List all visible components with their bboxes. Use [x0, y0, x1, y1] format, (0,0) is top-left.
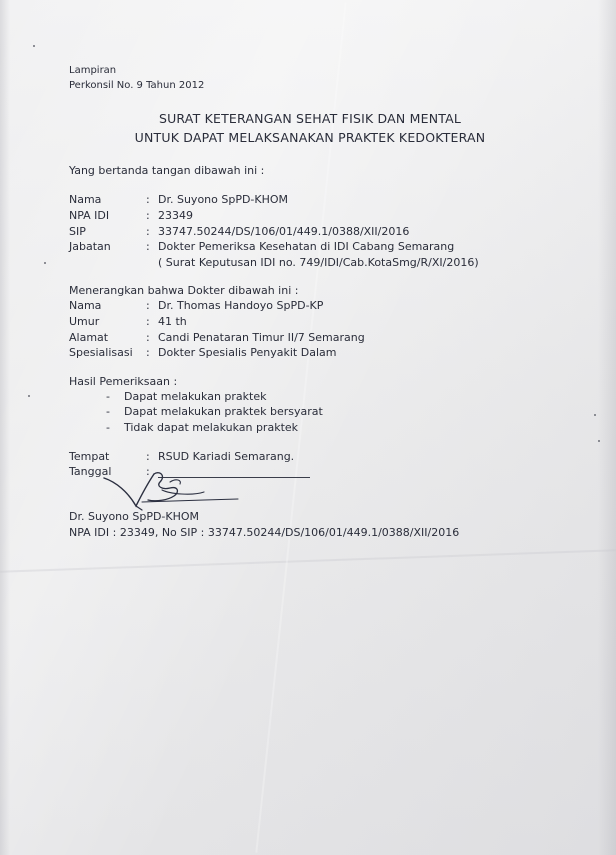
colon: :	[146, 346, 150, 359]
result-option: Dapat melakukan praktek	[124, 390, 267, 403]
signer-npa-value: 23349	[158, 209, 193, 222]
subject-address-label: Alamat	[69, 331, 109, 344]
signer-jabatan-decree: ( Surat Keputusan IDI no. 749/IDI/Cab.KotaSmg/R/XI/2016)	[158, 256, 479, 269]
paper-speck	[594, 414, 596, 416]
place-label: Tempat	[69, 450, 110, 463]
subject-age-label: Umur	[69, 315, 100, 328]
date-label: Tanggal	[69, 465, 112, 478]
result-option: Dapat melakukan praktek bersyarat	[124, 405, 323, 418]
subject-intro: Menerangkan bahwa Dokter dibawah ini :	[69, 284, 299, 297]
colon: :	[146, 450, 150, 463]
subject-age-value: 41 th	[158, 315, 187, 328]
attachment-label: Lampiran	[69, 65, 117, 76]
signer-sip-label: SIP	[69, 225, 86, 238]
paper-edge-shadow-right	[598, 0, 616, 855]
subject-specialization-label: Spesialisasi	[69, 346, 133, 359]
paper-edge-shadow-left	[0, 0, 10, 855]
result-option: Tidak dapat melakukan praktek	[124, 421, 299, 434]
colon: :	[146, 225, 150, 238]
colon: :	[146, 299, 150, 312]
list-bullet: -	[106, 421, 110, 434]
regulation-reference: Perkonsil No. 9 Tahun 2012	[69, 80, 205, 91]
paper-speck	[33, 45, 35, 47]
paper-crease	[0, 549, 616, 572]
subject-name-label: Nama	[69, 299, 102, 312]
subject-name-value: Dr. Thomas Handoyo SpPD-KP	[158, 299, 324, 312]
colon: :	[146, 465, 150, 478]
signer-name-label: Nama	[69, 193, 102, 206]
paper-speck	[598, 440, 600, 442]
signer-printed-name: Dr. Suyono SpPD-KHOM	[69, 510, 200, 523]
signer-sip-value: 33747.50244/DS/106/01/449.1/0388/XII/2016	[158, 225, 410, 238]
list-bullet: -	[106, 405, 110, 418]
intro-statement: Yang bertanda tangan dibawah ini :	[69, 164, 265, 177]
colon: :	[146, 209, 150, 222]
colon: :	[146, 193, 150, 206]
paper-speck	[44, 262, 46, 264]
subject-specialization-value: Dokter Spesialis Penyakit Dalam	[158, 346, 337, 359]
list-bullet: -	[106, 390, 110, 403]
signer-credentials: NPA IDI : 23349, No SIP : 33747.50244/DS/106/01/449.1/0388/XII/2016	[69, 526, 460, 539]
signer-jabatan-label: Jabatan	[69, 240, 111, 253]
colon: :	[146, 331, 150, 344]
signer-name-value: Dr. Suyono SpPD-KHOM	[158, 193, 289, 206]
document-title-line-2: UNTUK DAPAT MELAKSANAKAN PRAKTEK KEDOKTERAN	[134, 130, 486, 145]
signer-jabatan-value: Dokter Pemeriksa Kesehatan di IDI Cabang Semarang	[158, 240, 455, 253]
colon: :	[146, 240, 150, 253]
place-value: RSUD Kariadi Semarang.	[158, 450, 295, 463]
signer-npa-label: NPA IDI	[69, 209, 110, 222]
results-heading: Hasil Pemeriksaan :	[69, 375, 178, 388]
colon: :	[146, 315, 150, 328]
subject-address-value: Candi Penataran Timur II/7 Semarang	[158, 331, 365, 344]
document-title-line-1: SURAT KETERANGAN SEHAT FISIK DAN MENTAL	[158, 111, 462, 126]
paper-speck	[28, 395, 30, 397]
